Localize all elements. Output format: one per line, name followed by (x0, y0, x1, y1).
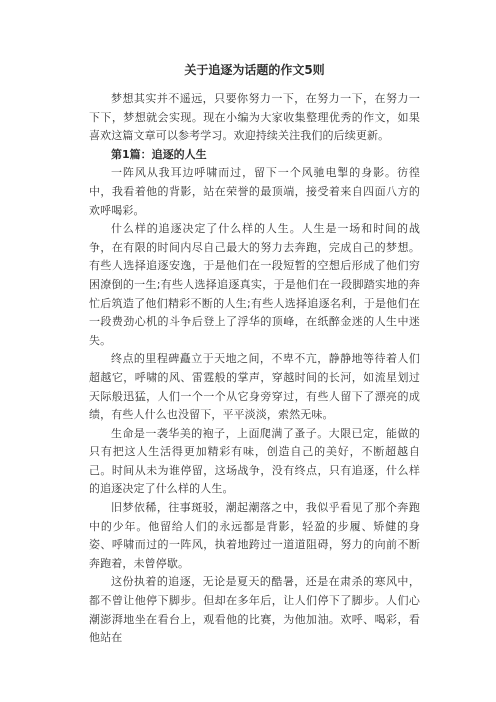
body-paragraph-3: 终点的里程碑矗立于天地之间，不卑不亢，静静地等待着人们超越它，呼啸的风、雷霆般的掌声，穿越时间的长河，如流星划过天际般迅猛，人们一个一个从它身旁穿过，有些人留下了漂亮的成绩，有些人什么也没留下，平平淡淡，索然无味。 (89, 352, 420, 422)
body-paragraph-5: 旧梦依稀，往事斑驳，潮起潮落之中，我似乎看见了那个奔跑中的少年。他留给人们的永远都是背影，轻盈的步履、矫健的身姿、呼啸而过的一阵风，执着地跨过一道道阻碍，努力的向前不断奔跑着，未曾停歇。 (89, 501, 420, 570)
body-paragraph-6: 这份执着的追逐，无论是夏天的酷暑，还是在肃杀的寒风中，都不曾让他停下脚步。但却在多年后，让人们停下了脚步。人们心潮澎湃地坐在看台上，观看他的比赛，为他加油。欢呼、喝彩，看他站在 (89, 575, 420, 645)
body-paragraph-1: 一阵风从我耳边呼啸而过，留下一个风驰电掣的身影。彷徨中，我看着他的背影，站在荣誉的最顶端，接受着来自四面八方的欢呼喝彩。 (89, 166, 420, 217)
section-heading: 第1篇：追逐的人生 (111, 147, 207, 161)
intro-paragraph: 梦想其实并不遥远，只要你努力一下，在努力一下，在努力一下下，梦想就会实现。现在小编为大家收集整理优秀的作文，如果喜欢这篇文章可以参考学习。欢迎持续关注我们的后续更新。 (89, 92, 420, 143)
body-paragraph-4: 生命是一袭华美的袍子，上面爬满了蚤子。大限已定，能做的只有把这人生活得更加精彩有味，创造自己的美好，不断超越自己。时间从未为谁停留，这场战争，没有终点，只有追逐，什么样的追逐决定了什么样的人生。 (89, 426, 420, 496)
document-title: 关于追逐为话题的作文5则 (184, 63, 325, 77)
body-paragraph-2: 什么样的追逐决定了什么样的人生。人生是一场和时间的战争，在有限的时间内尽自己最大的努力去奔跑，完成自己的梦想。有些人选择追逐安逸，于是他们在一段短暂的空想后形成了他们穷困潦倒的一生;有些人选择追逐真实，于是他们在一段脚踏实地的奔忙后筑造了他们精彩不断的人生;有些人选择追逐名利，于是他们在一段费劲心机的斗争后登上了浮华的顶峰，在纸醉金迷的人生中迷失。 (89, 222, 420, 347)
